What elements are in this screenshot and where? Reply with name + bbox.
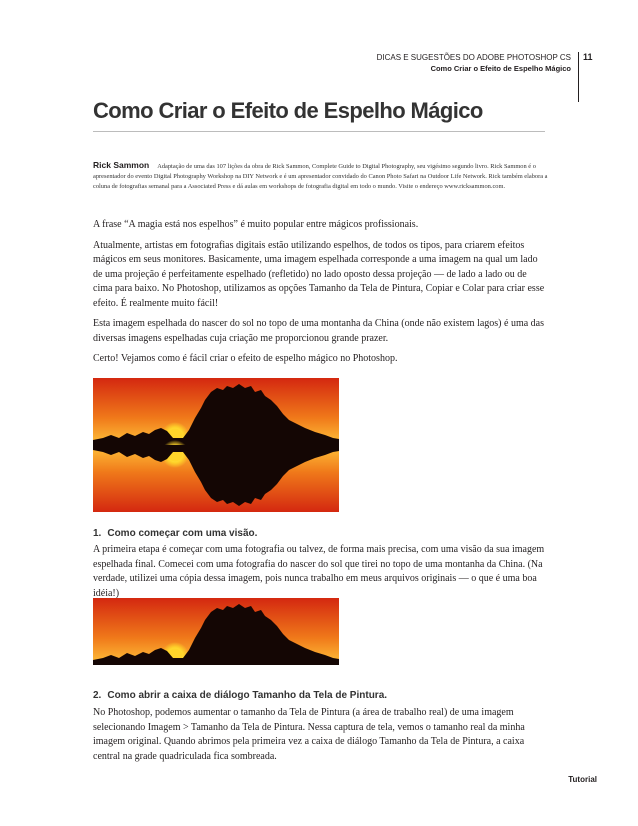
original-sunrise-photo	[93, 598, 339, 665]
running-header-subtitle: Como Criar o Efeito de Espelho Mágico	[430, 64, 571, 73]
section-number: 2.	[93, 690, 102, 701]
intro-paragraph: Certo! Vejamos como é fácil criar o efeito de espelho mágico no Photoshop.	[93, 353, 398, 364]
intro-text	[93, 218, 548, 373]
section-body: No Photoshop, podemos aumentar o tamanho da Tela de Pintura (a área de trabalho real) de uma imagem selecionando Imagem > Tamanho da Tela de Pintura. Nessa captura de tela, vemos o tamanho real da minha imagem original. Quando abrimos pela primeira vez a caixa de diálogo Tamanho da Tela de Pintura, a caixa central na grade quadriculada fica sombreada.	[93, 707, 525, 762]
intro-paragraph: A frase “A magia está nos espelhos” é muito popular entre mágicos profissionais.	[93, 219, 419, 230]
section-title: Como começar com uma visão.	[107, 528, 258, 539]
photo-top-half	[93, 378, 339, 450]
page-number: 11	[578, 52, 593, 102]
author-byline	[93, 160, 548, 192]
section-heading	[93, 528, 257, 539]
title-divider	[93, 131, 545, 132]
intro-paragraph: Esta imagem espelhada do nascer do sol no topo de uma montanha da China (onde não existem lagos) é uma das diversas imagens espelhadas cuja criação me proporcionou grande prazer.	[93, 318, 544, 344]
intro-paragraph: Atualmente, artistas em fotografias digitais estão utilizando espelhos, de todos os tipos, para criarem efeitos mágicos em seus monitores. Basicamente, uma imagem espelhada corresponde a uma imagem na qual um lado de uma projeção é perfeitamente espelhado (refletido) no lado oposto dessa projeção — de lado a lado ou de cima para baixo. No Photoshop, utilizamos as opções Tamanho da Tela de Pintura, Copiar e Colar para criar esse efeito. É realmente muito fácil!	[93, 239, 545, 309]
running-header-title: DICAS E SUGESTÕES DO ADOBE PHOTOSHOP CS	[376, 53, 571, 62]
author-name: Rick Sammon	[93, 160, 150, 170]
mirror-effect-photo	[93, 378, 339, 512]
running-header	[377, 52, 571, 74]
section-number: 1.	[93, 528, 102, 539]
photo-mirrored-half	[93, 440, 339, 512]
section-body: A primeira etapa é começar com uma fotografia ou talvez, de forma mais precisa, com uma visão da sua imagem espelhada final. Comecei com uma fotografia do nascer do sol que tirei no topo de uma montanha da China. (Na verdade, utilizei uma cópia dessa imagem, pois nunca trabalho em meus arquivos originais — o que é uma boa idéia!)	[93, 544, 545, 599]
footer-label: Tutorial	[568, 775, 597, 784]
section-heading	[93, 690, 387, 701]
section-title: Como abrir a caixa de diálogo Tamanho da Tela de Pintura.	[107, 690, 388, 701]
author-bio: Adaptação de uma das 107 lições da obra de Rick Sammon, Complete Guide to Digital Photography, seu vigésimo segundo livro. Rick Sammon é o apresentador do evento Digital Photography Workshop na DIY Network e é um apresentador convidado do Canon Photo Safari na Outdoor Life Network. Rick também elabora a coluna de fotografias semanal para a Associated Press e dá aulas em workshops de fotografia digital em todo o mundo. Visite o endereço www.ricksammon.com.	[93, 163, 548, 190]
page-title: Como Criar o Efeito de Espelho Mágico	[93, 98, 483, 123]
